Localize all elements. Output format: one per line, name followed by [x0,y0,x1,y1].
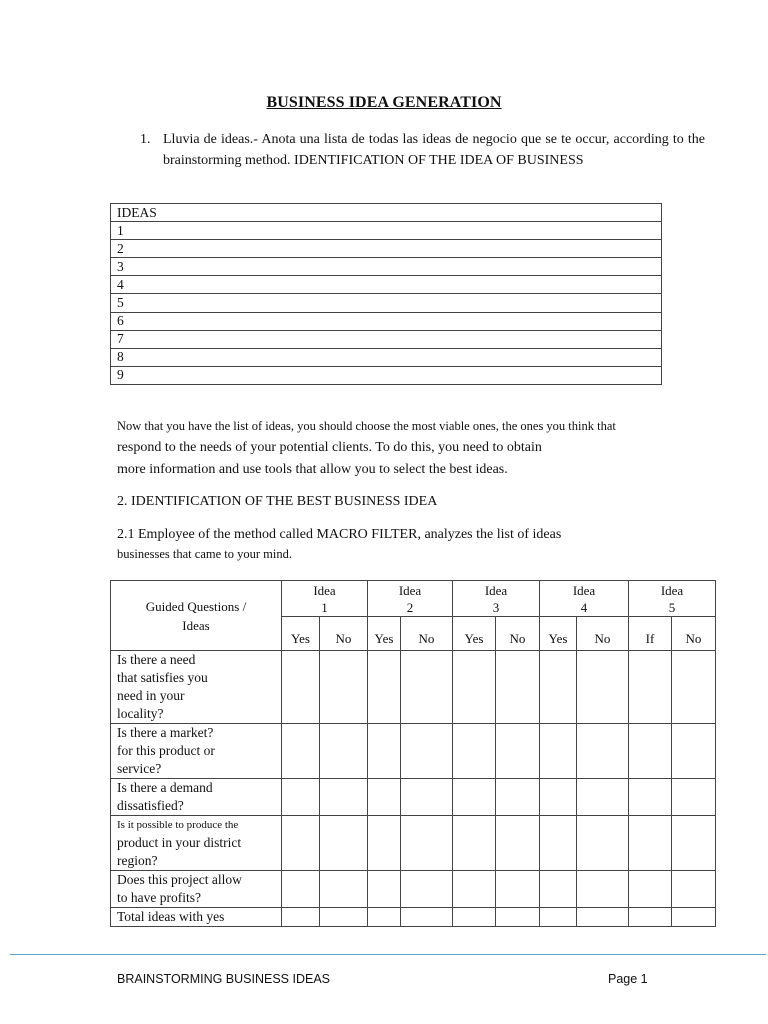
answer-cell[interactable] [282,651,320,724]
answer-cell[interactable] [672,779,716,816]
no-column-header: No [577,617,629,651]
answer-cell[interactable] [496,779,540,816]
answer-cell[interactable] [577,724,629,779]
answer-cell[interactable] [540,724,577,779]
yes-column-header: Yes [282,617,320,651]
section-2-heading: 2. IDENTIFICATION OF THE BEST BUSINESS IDEA [117,494,438,509]
answer-cell[interactable] [320,724,368,779]
answer-cell[interactable] [453,871,496,908]
answer-cell[interactable] [282,724,320,779]
answer-cell[interactable] [577,816,629,871]
answer-cell[interactable] [672,816,716,871]
idea-5-header: Idea 5 [629,581,716,617]
ideas-row: 2 [111,240,662,258]
answer-cell[interactable] [368,724,401,779]
total-ideas-with-yes: Total ideas with yes [111,908,282,927]
question-market: Is there a market? for this product or service? [111,724,282,779]
answer-cell[interactable] [453,779,496,816]
paragraph-line-1: Now that you have the list of ideas, you should choose the most viable ones, the ones you think that [117,419,616,433]
ideas-table-header: IDEAS [111,204,662,222]
page-number: Page 1 [608,972,648,986]
idea-1-header: Idea 1 [282,581,368,617]
paragraph-line-3: more information and use tools that allow you to select the best ideas. [117,462,508,477]
answer-cell[interactable] [496,724,540,779]
answer-cell[interactable] [453,651,496,724]
answer-cell[interactable] [540,871,577,908]
answer-cell[interactable] [496,816,540,871]
no-column-header: No [672,617,716,651]
answer-cell[interactable] [496,651,540,724]
answer-cell[interactable] [629,816,672,871]
answer-cell[interactable] [368,816,401,871]
idea-4-header: Idea 4 [540,581,629,617]
idea-2-header: Idea 2 [368,581,453,617]
question-produce: Is it possible to produce the product in your district region? [111,816,282,871]
yes-column-header: Yes [540,617,577,651]
total-cell[interactable] [672,908,716,927]
answer-cell[interactable] [540,816,577,871]
answer-cell[interactable] [368,871,401,908]
answer-cell[interactable] [282,816,320,871]
total-cell[interactable] [401,908,453,927]
no-column-header: No [320,617,368,651]
section-1 [140,129,705,171]
ideas-row: 6 [111,312,662,330]
answer-cell[interactable] [629,779,672,816]
answer-cell[interactable] [453,724,496,779]
answer-cell[interactable] [401,871,453,908]
footer-title: BRAINSTORMING BUSINESS IDEAS [117,972,331,986]
answer-cell[interactable] [401,779,453,816]
answer-cell[interactable] [577,651,629,724]
answer-cell[interactable] [320,871,368,908]
question-need: Is there a need that satisfies you need in your locality? [111,651,282,724]
answer-cell[interactable] [368,779,401,816]
section-2-1-line-1: 2.1 Employee of the method called MACRO FILTER, analyzes the list of ideas [117,527,562,542]
total-cell[interactable] [496,908,540,927]
total-cell[interactable] [368,908,401,927]
idea-3-header: Idea 3 [453,581,540,617]
guided-questions-header: Guided Questions / Ideas [111,581,282,651]
ideas-row: 9 [111,366,662,384]
question-demand: Is there a demand dissatisfied? [111,779,282,816]
answer-cell[interactable] [320,651,368,724]
answer-cell[interactable] [401,651,453,724]
answer-cell[interactable] [320,779,368,816]
answer-cell[interactable] [672,724,716,779]
total-cell[interactable] [453,908,496,927]
answer-cell[interactable] [577,779,629,816]
no-column-header: No [401,617,453,651]
section-2-1-line-2: businesses that came to your mind. [117,547,292,561]
paragraph-line-2: respond to the needs of your potential clients. To do this, you need to obtain [117,440,542,455]
ideas-row: 5 [111,294,662,312]
answer-cell[interactable] [629,724,672,779]
if-column-header: If [629,617,672,651]
answer-cell[interactable] [320,816,368,871]
answer-cell[interactable] [368,651,401,724]
section-1-number: 1. [140,132,151,147]
footer-divider [10,954,766,955]
ideas-row: 1 [111,222,662,240]
page-title: BUSINESS IDEA GENERATION [266,94,502,111]
answer-cell[interactable] [496,871,540,908]
answer-cell[interactable] [577,871,629,908]
total-cell[interactable] [282,908,320,927]
no-column-header: No [496,617,540,651]
answer-cell[interactable] [401,724,453,779]
total-cell[interactable] [540,908,577,927]
answer-cell[interactable] [401,816,453,871]
ideas-row: 3 [111,258,662,276]
answer-cell[interactable] [672,871,716,908]
total-cell[interactable] [320,908,368,927]
answer-cell[interactable] [453,816,496,871]
answer-cell[interactable] [540,779,577,816]
macro-filter-table [110,580,716,927]
question-profits: Does this project allow to have profits? [111,871,282,908]
total-cell[interactable] [577,908,629,927]
section-1-text: Lluvia de ideas.- Anota una lista de todas las ideas de negocio que se te occur, according to the brainstorming method. IDENTIFICATION OF THE IDEA OF BUSINESS [163,132,705,168]
answer-cell[interactable] [540,651,577,724]
total-cell[interactable] [629,908,672,927]
answer-cell[interactable] [282,871,320,908]
yes-column-header: Yes [368,617,401,651]
ideas-row: 4 [111,276,662,294]
ideas-row: 8 [111,348,662,366]
answer-cell[interactable] [629,871,672,908]
answer-cell[interactable] [672,651,716,724]
answer-cell[interactable] [629,651,672,724]
ideas-table [110,203,662,385]
answer-cell[interactable] [282,779,320,816]
ideas-row: 7 [111,330,662,348]
yes-column-header: Yes [453,617,496,651]
